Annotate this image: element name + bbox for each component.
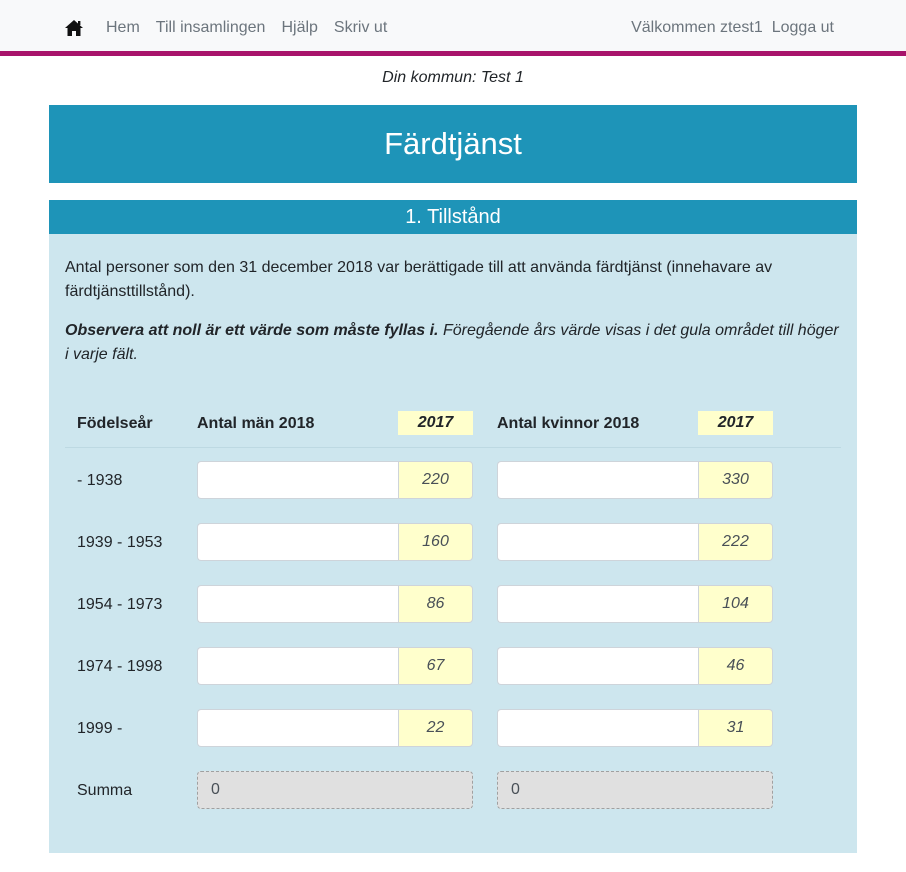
section-intro: Antal personer som den 31 december 2018 var berättigade till att använda färdtjänst (innehavare av färdtjänsttillstånd). [65,259,773,300]
nav-link-hem[interactable]: Hem [106,19,140,36]
men-sum-field: 0 [197,771,473,809]
sum-label: Summa [77,782,133,799]
nav-link-till-insamlingen[interactable]: Till insamlingen [155,19,266,36]
men-prev-value: 160 [398,523,473,561]
men-prev-value: 22 [398,709,473,747]
men-prev-value: 86 [398,585,473,623]
women-prev-value: 330 [698,461,773,499]
section-tillstand [49,200,857,853]
row-label: 1999 - [77,720,123,737]
women-input[interactable] [497,585,699,623]
nav-right [631,0,834,56]
welcome-text: Välkommen ztest1 [631,19,763,36]
men-input[interactable] [197,461,399,499]
page-title: Färdtjänst [49,105,857,183]
men-prev-value: 220 [398,461,473,499]
row-label: 1954 - 1973 [77,596,163,613]
women-input[interactable] [497,461,699,499]
home-icon[interactable] [64,19,84,37]
men-prev-value: 67 [398,647,473,685]
header-divider [65,447,841,448]
nav-link-skriv-ut[interactable]: Skriv ut [333,19,388,36]
header-men: Antal män 2018 [197,415,315,432]
women-prev-value: 46 [698,647,773,685]
header-women-prev: 2017 [698,411,773,435]
note-bold: Observera att noll är ett värde som måste fyllas i. [65,322,439,339]
navbar [0,0,906,56]
nav-link-hjalp[interactable]: Hjälp [281,19,318,36]
kommun-label: Din kommun: Test 1 [382,69,524,86]
note-rest: Föregående års värde visas i det gula området till höger i varje fält. [65,322,839,363]
logout-link[interactable]: Logga ut [771,19,834,36]
women-input[interactable] [497,709,699,747]
men-input[interactable] [197,709,399,747]
section-note [65,319,845,367]
women-input[interactable] [497,647,699,685]
row-label: 1939 - 1953 [77,534,163,551]
men-input[interactable] [197,585,399,623]
row-label: 1974 - 1998 [77,658,163,675]
nav-left [64,0,403,56]
women-prev-value: 104 [698,585,773,623]
men-input[interactable] [197,647,399,685]
women-prev-value: 222 [698,523,773,561]
women-prev-value: 31 [698,709,773,747]
row-label: - 1938 [77,472,123,489]
section-title: 1. Tillstånd [49,200,857,234]
women-sum-field: 0 [497,771,773,809]
men-input[interactable] [197,523,399,561]
header-birth-year: Födelseår [77,415,153,432]
header-women: Antal kvinnor 2018 [497,415,640,432]
women-input[interactable] [497,523,699,561]
header-men-prev: 2017 [398,411,473,435]
